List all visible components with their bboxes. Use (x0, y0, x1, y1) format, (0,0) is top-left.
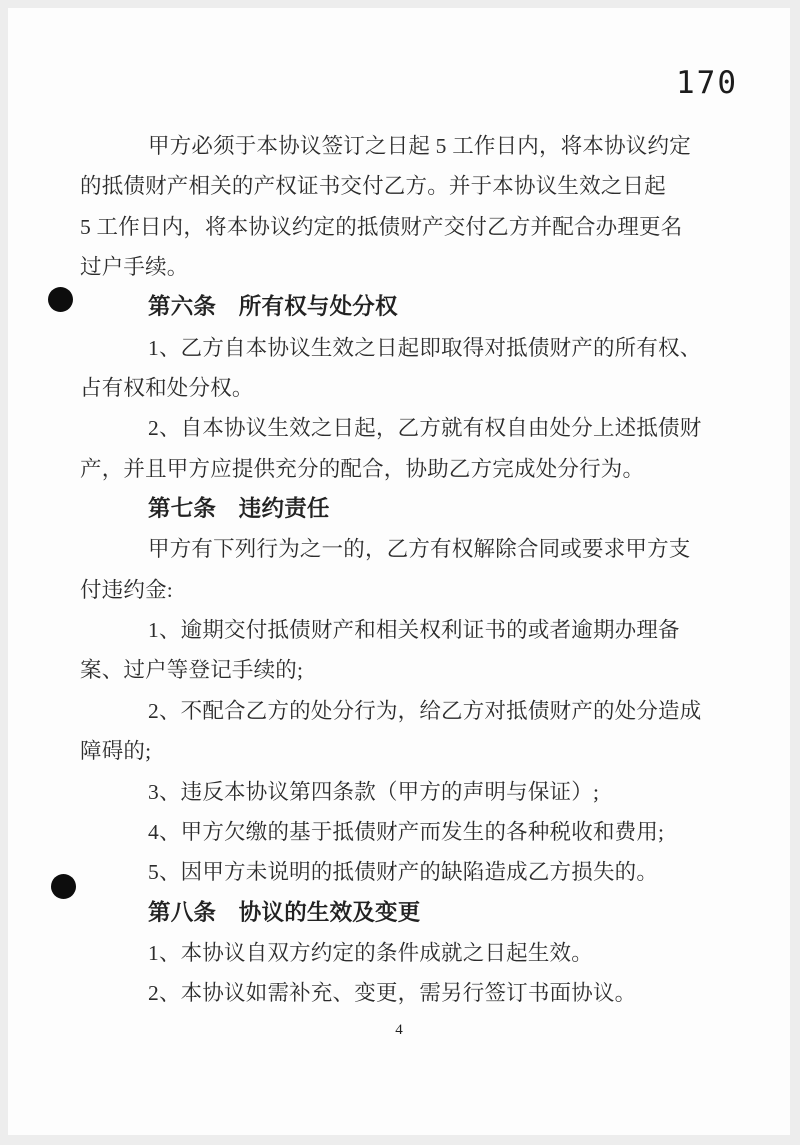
text-line: 产，并且甲方应提供充分的配合，协助乙方完成处分行为。 (80, 456, 645, 481)
text-line: 2、不配合乙方的处分行为，给乙方对抵债财产的处分造成 (148, 698, 702, 723)
text-line: 甲方有下列行为之一的，乙方有权解除合同或要求甲方支 (148, 537, 691, 562)
page-number-bottom: 4 (395, 1022, 403, 1038)
text-line: 1、逾期交付抵债财产和相关权利证书的或者逾期办理备 (148, 618, 680, 643)
text-line: 2、本协议如需补充、变更，需另行签订书面协议。 (148, 981, 637, 1006)
contract-body-text (80, 126, 740, 1014)
clause-heading: 第七条 违约责任 (148, 496, 330, 522)
hole-punch-mark-top (48, 287, 73, 312)
document-page (8, 8, 790, 1135)
text-line: 1、本协议自双方约定的条件成就之日起生效。 (148, 940, 593, 965)
clause-heading: 第六条 所有权与处分权 (148, 294, 398, 320)
text-line: 付违约金: (80, 577, 173, 602)
text-line: 的抵债财产相关的产权证书交付乙方。并于本协议生效之日起 (80, 174, 666, 199)
text-line: 4、甲方欠缴的基于抵债财产而发生的各种税收和费用; (148, 819, 665, 844)
text-line: 障碍的; (80, 739, 152, 764)
text-line: 甲方必须于本协议签订之日起 5 工作日内，将本协议约定 (148, 134, 691, 158)
text-line: 5、因甲方未说明的抵债财产的缺陷造成乙方损失的。 (148, 860, 659, 885)
clause-heading: 第八条 协议的生效及变更 (148, 899, 421, 925)
text-line: 案、过户等登记手续的; (80, 658, 304, 683)
text-line: 2、自本协议生效之日起，乙方就有权自由处分上述抵债财 (148, 416, 702, 441)
text-line: 过户手续。 (80, 255, 189, 280)
page-number-top: 170 (676, 65, 738, 101)
text-line: 1、乙方自本协议生效之日起即取得对抵债财产的所有权、 (148, 335, 702, 360)
text-line: 5 工作日内，将本协议约定的抵债财产交付乙方并配合办理更名 (80, 214, 683, 239)
text-line: 占有权和处分权。 (80, 376, 254, 401)
hole-punch-mark-bottom (51, 874, 76, 899)
text-line: 3、违反本协议第四条款（甲方的声明与保证）; (148, 779, 600, 804)
